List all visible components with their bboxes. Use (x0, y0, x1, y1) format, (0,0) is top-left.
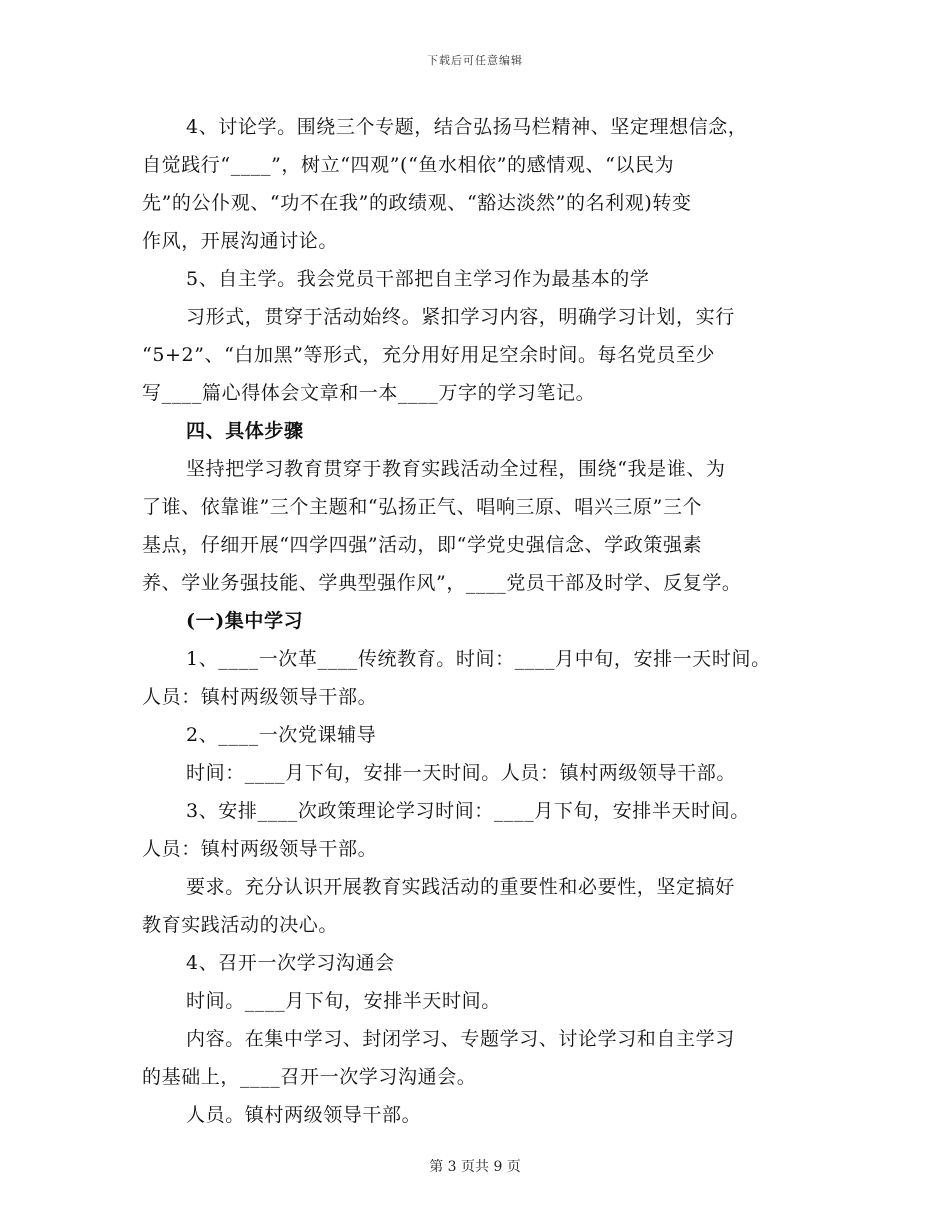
text-line: 5、自主学。我会党员干部把自主学习作为最基本的学 (186, 268, 650, 290)
page-footer: 第 3 页共 9 页 (429, 1159, 521, 1175)
text-line: 的基础上，____召开一次学习沟通会。 (142, 1066, 477, 1088)
text-line: “5+2”、“白加黑”等形式，充分用好用足空余时间。每名党员至少 (142, 344, 716, 366)
document-body (142, 108, 842, 1134)
text-line: 先”的公仆观、“功不在我”的政绩观、“豁达淡然”的名利观)转变 (142, 192, 692, 214)
text-line: 1、____一次革____传统教育。时间：____月中旬，安排一天时间。 (186, 648, 771, 670)
text-line: 作风，开展沟通讨论。 (142, 230, 339, 252)
text-line: 了谁、依靠谁”三个主题和“弘扬正气、唱响三原、唱兴三原”三个 (142, 496, 703, 518)
text-line: 4、讨论学。围绕三个专题，结合弘扬马栏精神、坚定理想信念， (186, 116, 748, 138)
text-line: 时间：____月下旬，安排一天时间。人员：镇村两级领导干部。 (186, 762, 737, 784)
page-header: 下载后可任意编辑 (427, 54, 523, 67)
text-line: 2、____一次党课辅导 (186, 724, 377, 746)
text-line: 教育实践活动的决心。 (142, 914, 339, 936)
text-line: 人员。镇村两级领导干部。 (186, 1104, 422, 1126)
text-line: 人员：镇村两级领导干部。 (142, 838, 378, 860)
text-line: 3、安排____次政策理论学习时间：____月下旬，安排半天时间。 (186, 800, 750, 822)
text-line: 基点，仔细开展“四学四强”活动，即“学党史强信念、学政策强素 (142, 534, 703, 556)
text-line: 4、召开一次学习沟通会 (186, 952, 395, 974)
section-heading: (一)集中学习 (186, 610, 304, 632)
text-line: 时间。____月下旬，安排半天时间。 (186, 990, 501, 1012)
text-line: 习形式，贯穿于活动始终。紧扣学习内容，明确学习计划，实行 (186, 306, 735, 328)
section-heading: 四、具体步骤 (186, 420, 304, 442)
text-line: 自觉践行“____”，树立“四观”(“鱼水相依”的感情观、“以民为 (142, 154, 675, 176)
text-line: 养、学业务强技能、学典型强作风”，____党员干部及时学、反复学。 (142, 572, 742, 594)
text-line: 坚持把学习教育贯穿于教育实践活动全过程，围绕“我是谁、为 (186, 458, 726, 480)
text-line: 要求。充分认识开展教育实践活动的重要性和必要性，坚定搞好 (186, 876, 735, 898)
text-line: 内容。在集中学习、封闭学习、专题学习、讨论学习和自主学习 (186, 1028, 735, 1050)
text-line: 写____篇心得体会文章和一本____万字的学习笔记。 (142, 382, 596, 404)
text-line: 人员：镇村两级领导干部。 (142, 686, 378, 708)
